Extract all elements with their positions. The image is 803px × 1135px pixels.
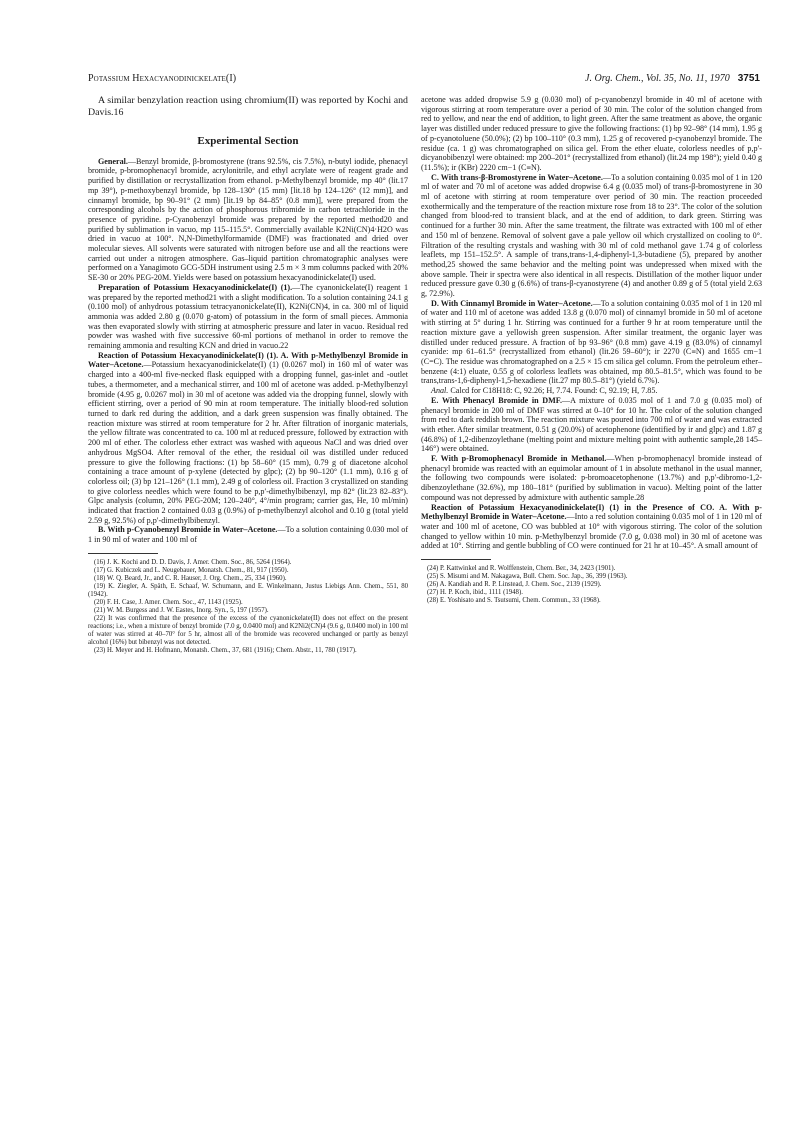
analysis-label: Anal. <box>431 386 449 396</box>
paragraph-text: —A mixture of 0.035 mol of 1 and 7.0 g (0.035 mol) of phenacyl bromide in 200 ml of DMF was stirred at 0–10° for 10 hr. The color of the solution changed from red to dark reddish brown. The reaction mixture was poured into 700 ml of water and was extracted with ether. After similar treatment, 0.51 g (20.0%) of acetophenone (identified by ir and glpc) and 1.87 g (46.8%) of 1,2-dibenzoylethane (melting point and mixture melting point with authentic sample,28 145–146°) were obtained. <box>421 395 762 454</box>
paragraph-analysis <box>421 386 762 396</box>
paragraph-reaction-b <box>88 525 408 544</box>
footnote: (18) W. Q. Beard, Jr., and C. R. Hauser, J. Org. Chem., 25, 334 (1960). <box>94 574 287 582</box>
footnote: (25) S. Misumi and M. Nakagawa, Bull. Chem. Soc. Jap., 36, 399 (1963). <box>427 573 628 581</box>
paragraph-preparation <box>88 283 408 351</box>
paragraph-reaction-a <box>88 351 408 526</box>
paragraph-text: Calcd for C18H18: C, 92.26; H, 7.74. Found: C, 92.19; H, 7.85. <box>450 386 658 396</box>
footnote: (20) F. H. Case, J. Amer. Chem. Soc., 47, 1143 (1925). <box>94 598 243 606</box>
run-in-heading: B. With p-Cyanobenzyl Bromide in Water–Acetone. <box>98 525 278 535</box>
footnote: (28) E. Yoshisato and S. Tsutsumi, Chem. Commun., 33 (1968). <box>427 597 601 605</box>
paragraph-text: —To a solution containing 0.035 mol of 1 in 120 ml of water and 110 ml of acetone was added 13.8 g (0.070 mol) of cinnamyl bromide in 50 ml of acetone with stirring at 5° during 1 hr. Stirring was continued for a further 9 hr at room temperature until the reaction mixture gave a yellowish green suspension. After similar treatment, the organic layer was distilled under reduced pressure. A fraction of bp 93–96° (0.8 mm) gave 4.19 g (83.0%) of cinnamyl cyanide: mp 61–61.5° (recrystallized from ethanol) (lit.26 59–60°); ir 2270 (C≡N) and 1655 cm−1 (C=C). The residue was chromatographed on a 2.5 × 15 cm silica gel column. From the petroleum ether–benzene (4:1) eluate, 0.55 g of colorless leaflets was obtained, mp 80.5–81.5°, which was found to be trans,trans-1,6-diphenyl-1,5-hexadiene (lit.27 mp 80.5–81°) (yield 6.7%). <box>421 298 762 386</box>
intro-paragraph: A similar benzylation reaction using chromium(II) was reported by Kochi and Davis.16 <box>88 95 408 118</box>
paragraph-text: —When p-bromophenacyl bromide instead of phenacyl bromide was reacted with an equimolar amount of 1 in absolute methanol in the usual manner, the following two compounds were isolated: p-bromoacetophenone (13.7%) and p,p′-dibromo-1,2-dibenzoylethane (32.6%), mp 180–181° (purified by sublimation in vacuo). Melting point of the latter compound was not depressed by admixture with authentic sample.28 <box>421 454 762 502</box>
footnote: (21) W. M. Burgess and J. W. Eastes, Inorg. Syn., 5, 197 (1957). <box>94 606 269 614</box>
footnote: (26) A. Kandiah and R. P. Linstead, J. Chem. Soc., 2139 (1929). <box>427 581 602 589</box>
running-title: Potassium Hexacyanodinickelate(I) <box>88 73 237 84</box>
run-in-heading: F. With p-Bromophenacyl Bromide in Methanol. <box>431 454 607 464</box>
paragraph-text: —Potassium hexacyanodinickelate(I) (1) (0.0267 mol) in 160 ml of water was charged into a 400-ml five-necked flask equipped with a dropping funnel, gas-inlet and -outlet tubes, a thermometer, and a mechanical stirrer, and 100 ml of acetone was added. p-Methylbenzyl bromide (4.95 g, 0.0267 mol) in 30 ml of acetone was added via the dropping funnel, slowly with efficient stirring, over a period of 90 min at room temperature. The initially blood-red solution turned to dark red during the addition, and a dark green suspension was finally obtained. The reaction mixture was stirred at room temperature for 2 hr. After filtration of inorganic materials, the yellow filtrate was concentrated to ca. 100 ml at reduced pressure, followed by extraction with 200 ml of ether. The colorless ether extract was washed with aqueous NaCl and was dried over anhydrous MgSO4. After removal of the ether, the residual oil was distilled under reduced pressure to give the following fractions: (1) bp 58–60° (15 mm), 0.79 g of diacetone alcohol containing a trace amount of p-xylene (detected by glpc); (2) bp 90–120° (1.1 mm), 0.16 g of colorless oil; (3) bp 121–126° (1.1 mm), 2.49 g of colorless oil. Fraction 3 crystallized on standing to give colorless needles which were found to be p,p′-dimethylbibenzyl, mp 82° (lit.23 82–83°). Glpc analysis (column, 20% PEG-20M; 120–240°, 4°/min program; carrier gas, He, 10 ml/min) indicated that fraction 2 contained 0.03 g (0.9%) of p-methylbenzyl alcohol and 0.10 g (total yield 2.59 g, 92.5%) of p,p′-dimethylbibenzyl. <box>88 360 408 525</box>
footnote: (16) J. K. Kochi and D. D. Davis, J. Amer. Chem. Soc., 86, 5264 (1964). <box>94 558 292 566</box>
paragraph-reaction-f <box>421 454 762 503</box>
footnote: (24) P. Kattwinkel and R. Wolffenstein, Chem. Ber., 34, 2423 (1901). <box>427 565 616 573</box>
footnote: (17) G. Kubiczek and L. Neugebauer, Monatsh. Chem., 81, 917 (1950). <box>94 566 289 574</box>
left-column <box>88 95 408 655</box>
section-title: Experimental Section <box>197 135 299 147</box>
run-in-heading: Preparation of Potassium Hexacyanodinickelate(I) (1). <box>98 282 293 292</box>
paragraph-general <box>88 157 408 283</box>
paragraph-text: —Benzyl bromide, β-bromostyrene (trans 92.5%, cis 7.5%), n-butyl iodide, phenacyl bromide, p-bromophenacyl bromide, acrylonitrile, and ethyl acrylate were of reagent grade and purified by distillation or recrystallization from ethanol. p-Methylbenzyl bromide, mp 40° (lit.17 mp 39°), p-methoxybenzyl bromide, bp 128–130° (15 mm) [lit.18 bp 124–126° (12 mm)], and cinnamyl bromide, bp 90–91° (2 mm) [lit.19 bp 84–85° (0.8 mm)], were prepared from the corresponding alcohols by the action of phosphorous tribromide in carbon tetrachloride in the presence of pyridine. p-Cyanobenzyl bromide was prepared by the reported method20 and purified by sublimation in vacuo, mp 115–115.5°. Commercially available K2Ni(CN)4·H2O was dried in vacuo at 100°. N,N-Dimethylformamide (DMF) was fractionated and dried over molecular sieves. All solvents were saturated with nitrogen before use and all the reactions were carried out under a nitrogen atmosphere. Gas–liquid partition chromatographic analyses were performed on a Yanagimoto GCG-5DH instrument using 2.5 m × 3 mm columns packed with 20% SE-30 or 20% PEG-20M. Yields were based on potassium hexacyanodinickelate(I) used. <box>88 156 408 283</box>
footnotes-left <box>88 559 408 655</box>
page-number: 3751 <box>737 73 760 84</box>
paragraph-reaction-d <box>421 299 762 386</box>
run-in-heading: General. <box>98 156 128 166</box>
footnote: (23) H. Meyer and H. Hofmann, Monatsh. Chem., 37, 681 (1916); Chem. Abstr., 11, 780 (1917). <box>94 646 357 654</box>
run-in-heading: Reaction of Potassium Hexacyanodinickelate(I) (1). A. With p-Methylbenzyl Bromide in Water–Acetone. <box>88 350 408 370</box>
paragraph-text: —Into a red solution containing 0.035 mol of 1 in 120 ml of water and 100 ml of acetone, CO was bubbled at 10° with vigorous stirring. The color of the solution changed to yellow within 10 min. p-Methylbenzyl bromide (7.0 g, 0.038 mol) in 30 ml of acetone was added at 10°. Stirring and gentle bubbling of CO were continued for 21 hr at 10–45°. A small amount of <box>421 512 762 551</box>
footnote-rule <box>421 559 491 560</box>
paragraph-reaction-c <box>421 173 762 299</box>
footnote: (22) It was confirmed that the presence of the excess of the cyanonickelate(II) does not effect on the present reactions; i.e., when a mixture of benzyl bromide (7.0 g, 0.0400 mol) and K2Ni2(CN)4 (9.6 g, 0.0400 mol) in 100 ml of water was stirred at 40–70° for 5 hr, almost all of the bromide was recovered unchanged or partly as benzyl alcohol (16%) but bibenzyl was not detected. <box>88 614 408 646</box>
right-column <box>421 95 762 605</box>
paragraph-reaction-e <box>421 396 762 454</box>
paragraph-text: —To a solution containing 0.030 mol of 1 in 90 ml of water and 100 ml of <box>88 525 409 545</box>
paragraph-text: —To a solution containing 0.035 mol of 1 in 120 ml of water and 70 ml of acetone was added dropwise 6.4 g (0.035 mol) of trans-β-bromostyrene in 30 ml of acetone with stirring at room temperature over period of 30 min. The reaction proceeded exothermically and the temperature of the reaction mixture rose from 18 to 23°. The color of the solution changed from blood-red to transient black, and at the end of addition, to dark green. Stirring was continued for a further 30 min. After the same treatment, the filtrate was extracted with 100 ml of ether and 150 ml of benzene. Removal of solvent gave a pale yellow oil which crystallized on cooling to 0°. Filtration of the resulting crystals and washing with 30 ml of cold methanol gave 1.74 g of colorless leaflets, mp 151–152.5°. A sample of trans,trans-1,4-diphenyl-1,3-butadiene (5), prepared by another method,25 showed the same behavior and the melting point was undepressed when mixed with the above sample. Their ir spectra were also identical in all respects. Distillation of the mother liquor under reduced pressure gave 0.30 g (6.6%) of trans-β-cyanostyrene (4) and another 0.89 g of 5 (total yield 2.63 g, 72.9%). <box>421 172 762 299</box>
run-in-heading: D. With Cinnamyl Bromide in Water–Acetone. <box>431 298 593 308</box>
footnote: (19) K. Ziegler, A. Späth, E. Schaaf, W. Schumann, and E. Winkelmann, Justus Liebigs Ann. Chem., 551, 80 (1942). <box>88 582 408 598</box>
journal-name: J. Org. Chem., Vol. 35, No. 11, 1970 <box>585 73 730 84</box>
footnotes-right <box>421 565 762 605</box>
paragraph-text: —The cyanonickelate(I) reagent 1 was prepared by the reported method21 with a slight modification. To a solution containing 24.1 g (0.100 mol) of anhydrous potassium tetracyanonickelate(II), K2Ni(CN)4, in ca. 300 ml of liquid ammonia was added 2.80 g (0.070 g-atom) of potassium in the form of small pieces. Ammonia was then evaporated slowly with stirring at atmospheric pressure and later in vacuo. Residual red powder was washed with five successive 60-ml portions of methanol in order to remove the remaining ammonia and resulting KCN and dried in vacuo.22 <box>88 282 408 351</box>
run-in-heading: C. With trans-β-Bromostyrene in Water–Acetone. <box>431 172 603 182</box>
footnote-rule <box>88 553 158 554</box>
run-in-heading: E. With Phenacyl Bromide in DMF. <box>431 395 562 405</box>
footnote: (27) H. P. Koch, ibid., 1111 (1948). <box>427 589 523 597</box>
paragraph-co-reaction <box>421 503 762 552</box>
run-in-heading: Reaction of Potassium Hexacyanodinickelate(I) (1) in the Presence of CO. A. With p-Methylbenzyl Bromide in Water–Acetone. <box>421 502 762 522</box>
paragraph-reaction-b-continued: acetone was added dropwise 5.9 g (0.030 mol) of p-cyanobenzyl bromide in 40 ml of acetone with vigorous stirring at room temperature over a period of 30 min. The color of the solution changed from red to yellow, and near the end of addition, to light green. After the same treatment as above, the organic layer was distilled under reduced pressure to give the following fractions: (1) bp 92–98° (14 mm), 1.95 g of p-cyanotoluene (50.0%); (2) bp 100–110° (0.3 mm), 1.25 g of recovered p-cyanobenzyl bromide. The residue (ca. 1 g) was chromatographed on silica gel. From the ether eluate, colorless needles of p,p′-dicyanobibenzyl were obtained: mp 200–201° (recrystallized from ethanol) (lit.24 mp 198°); yield 0.40 g (11.5%); ir (KBr) 2220 cm−1 (C≡N). <box>421 95 762 172</box>
running-header <box>88 73 760 87</box>
journal-citation <box>585 73 760 84</box>
